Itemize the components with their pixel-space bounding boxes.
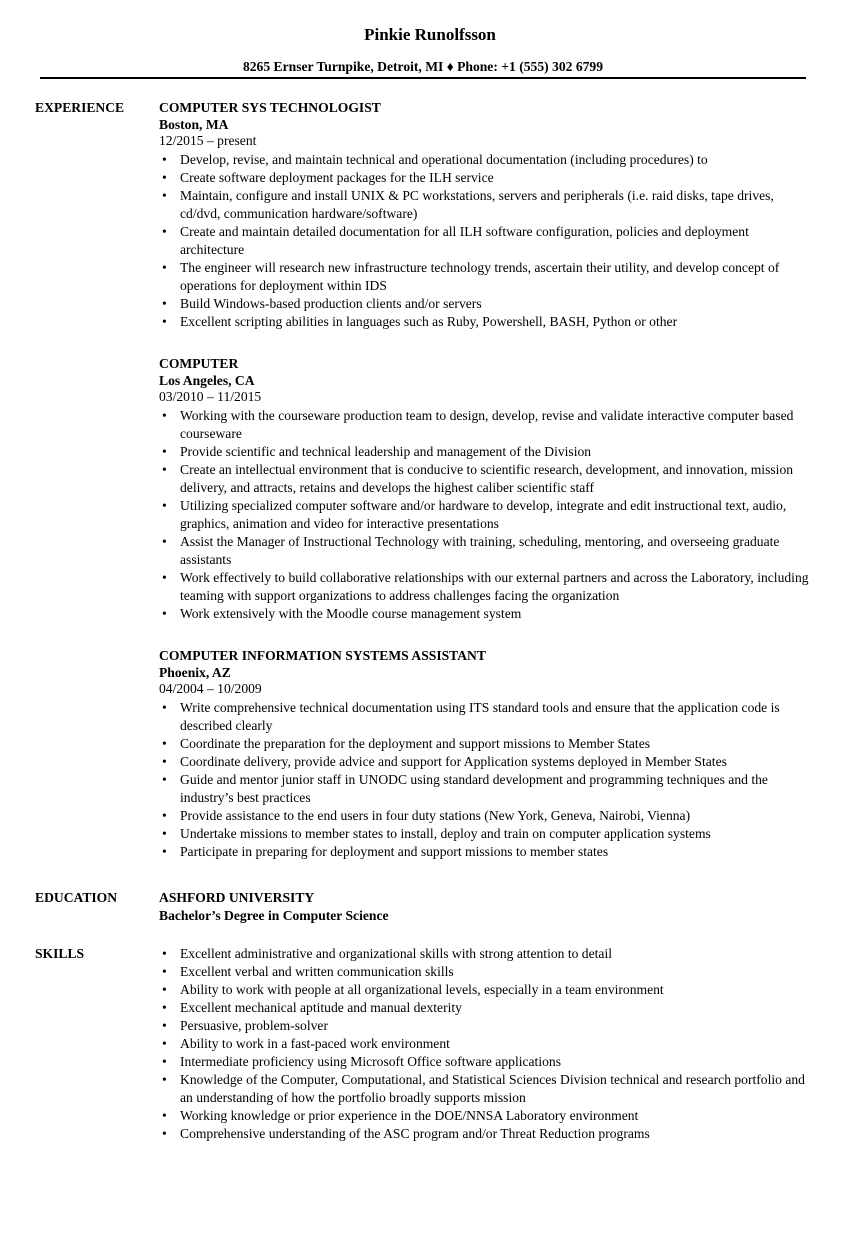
list-item bbox=[159, 843, 809, 861]
bullet-icon: • bbox=[162, 224, 167, 239]
bullet-icon: • bbox=[162, 296, 167, 311]
list-item-text: Intermediate proficiency using Microsoft Office software applications bbox=[180, 1054, 561, 1069]
list-item bbox=[159, 771, 809, 807]
contact-line: 8265 Ernser Turnpike, Detroit, MI ♦ Phone: +1 (555) 302 6799 bbox=[242, 59, 604, 74]
bullet-icon: • bbox=[162, 534, 167, 549]
bullet-icon: • bbox=[162, 1072, 167, 1087]
list-item-text: Excellent scripting abilities in languages such as Ruby, Powershell, BASH, Python or other bbox=[180, 314, 678, 329]
list-item bbox=[159, 699, 809, 735]
bullet-icon: • bbox=[162, 982, 167, 997]
list-item bbox=[159, 259, 809, 295]
job-entry bbox=[159, 99, 809, 331]
school-name: ASHFORD UNIVERSITY bbox=[159, 890, 315, 905]
list-item-text: Working knowledge or prior experience in the DOE/NNSA Laboratory environment bbox=[180, 1108, 639, 1123]
list-item-text: Ability to work with people at all organizational levels, especially in a team environment bbox=[180, 982, 664, 997]
list-item bbox=[159, 945, 809, 963]
list-item bbox=[159, 169, 809, 187]
list-item bbox=[159, 295, 809, 313]
list-item bbox=[159, 1125, 809, 1143]
list-item bbox=[159, 807, 809, 825]
job-duties-list bbox=[159, 699, 809, 861]
list-item-text: Build Windows-based production clients and/or servers bbox=[180, 296, 482, 311]
bullet-icon: • bbox=[162, 152, 167, 167]
list-item-text: Coordinate the preparation for the deployment and support missions to Member States bbox=[180, 736, 651, 751]
list-item bbox=[159, 1017, 809, 1035]
list-item-text: Guide and mentor junior staff in UNODC using standard development and programming techniques and the industry’s best practices bbox=[180, 772, 768, 805]
education-heading: EDUCATION bbox=[35, 890, 118, 905]
bullet-icon: • bbox=[162, 444, 167, 459]
bullet-icon: • bbox=[162, 754, 167, 769]
job-duties-list bbox=[159, 151, 809, 331]
list-item-text: Provide assistance to the end users in four duty stations (New York, Geneva, Nairobi, Vienna) bbox=[180, 808, 691, 823]
list-item bbox=[159, 1035, 809, 1053]
list-item bbox=[159, 187, 809, 223]
list-item-text: The engineer will research new infrastructure technology trends, ascertain their utility, and develop concept of operations for deployment within IDS bbox=[180, 260, 780, 293]
list-item-text: Maintain, configure and install UNIX & PC workstations, servers and peripherals (i.e. raid disks, tape drives, cd/dvd, communication hardware/software) bbox=[180, 188, 774, 221]
job-location: Boston, MA bbox=[159, 117, 229, 132]
skills-heading: SKILLS bbox=[35, 946, 85, 961]
bullet-icon: • bbox=[162, 606, 167, 621]
bullet-icon: • bbox=[162, 1126, 167, 1141]
bullet-icon: • bbox=[162, 964, 167, 979]
list-item-text: Create software deployment packages for the ILH service bbox=[180, 170, 494, 185]
job-dates: 12/2015 – present bbox=[159, 133, 257, 148]
skills-body bbox=[159, 945, 809, 1143]
bullet-icon: • bbox=[162, 1000, 167, 1015]
bullet-icon: • bbox=[162, 826, 167, 841]
bullet-icon: • bbox=[162, 1036, 167, 1051]
bullet-icon: • bbox=[162, 570, 167, 585]
bullet-icon: • bbox=[162, 736, 167, 751]
list-item bbox=[159, 1053, 809, 1071]
list-item-text: Assist the Manager of Instructional Technology with training, scheduling, mentoring, and overseeing graduate assistants bbox=[180, 534, 780, 567]
list-item-text: Work extensively with the Moodle course management system bbox=[180, 606, 522, 621]
job-dates: 04/2004 – 10/2009 bbox=[159, 681, 262, 696]
list-item-text: Provide scientific and technical leadership and management of the Division bbox=[180, 444, 592, 459]
list-item-text: Coordinate delivery, provide advice and support for Application systems deployed in Member States bbox=[180, 754, 727, 769]
header-divider bbox=[40, 77, 806, 79]
bullet-icon: • bbox=[162, 1108, 167, 1123]
job-duties-list bbox=[159, 407, 809, 623]
list-item-text: Develop, revise, and maintain technical and operational documentation (including procedures) to bbox=[180, 152, 708, 167]
list-item bbox=[159, 443, 809, 461]
list-item-text: Create and maintain detailed documentation for all ILH software configuration, policies and deployment architecture bbox=[180, 224, 749, 257]
list-item-text: Utilizing specialized computer software and/or hardware to develop, integrate and edit instructional text, audio, graphics, animation and video for interactive presentations bbox=[180, 498, 787, 531]
list-item-text: Undertake missions to member states to install, deploy and train on computer application systems bbox=[180, 826, 711, 841]
job-title: COMPUTER INFORMATION SYSTEMS ASSISTANT bbox=[159, 648, 486, 663]
bullet-icon: • bbox=[162, 772, 167, 787]
list-item bbox=[159, 605, 809, 623]
candidate-name: Pinkie Runolfsson bbox=[364, 25, 496, 44]
bullet-icon: • bbox=[162, 844, 167, 859]
bullet-icon: • bbox=[162, 462, 167, 477]
bullet-icon: • bbox=[162, 700, 167, 715]
list-item bbox=[159, 533, 809, 569]
job-entry bbox=[159, 355, 809, 623]
list-item bbox=[159, 313, 809, 331]
list-item bbox=[159, 461, 809, 497]
list-item-text: Persuasive, problem-solver bbox=[180, 1018, 328, 1033]
degree: Bachelor’s Degree in Computer Science bbox=[159, 908, 389, 923]
list-item-text: Excellent mechanical aptitude and manual dexterity bbox=[180, 1000, 462, 1015]
education-body bbox=[159, 889, 809, 925]
bullet-icon: • bbox=[162, 188, 167, 203]
skills-list bbox=[159, 945, 809, 1143]
list-item-text: Comprehensive understanding of the ASC program and/or Threat Reduction programs bbox=[180, 1126, 650, 1141]
list-item bbox=[159, 753, 809, 771]
bullet-icon: • bbox=[162, 260, 167, 275]
list-item bbox=[159, 963, 809, 981]
list-item bbox=[159, 569, 809, 605]
list-item bbox=[159, 1071, 809, 1107]
experience-body bbox=[159, 99, 809, 885]
job-title: COMPUTER bbox=[159, 356, 239, 371]
list-item-text: Excellent administrative and organizational skills with strong attention to detail bbox=[180, 946, 613, 961]
list-item-text: Create an intellectual environment that is conducive to scientific research, development, and innovation, mission delivery, and attracts, retains and develops the highest caliber scientific staff bbox=[180, 462, 794, 495]
list-item-text: Ability to work in a fast-paced work environment bbox=[180, 1036, 450, 1051]
list-item bbox=[159, 407, 809, 443]
bullet-icon: • bbox=[162, 808, 167, 823]
job-entry bbox=[159, 647, 809, 861]
job-location: Phoenix, AZ bbox=[159, 665, 231, 680]
bullet-icon: • bbox=[162, 1054, 167, 1069]
list-item-text: Write comprehensive technical documentation using ITS standard tools and ensure that the application code is described clearly bbox=[180, 700, 780, 733]
job-title: COMPUTER SYS TECHNOLOGIST bbox=[159, 100, 381, 115]
list-item-text: Participate in preparing for deployment and support missions to member states bbox=[180, 844, 609, 859]
list-item bbox=[159, 497, 809, 533]
list-item-text: Work effectively to build collaborative relationships with our external partners and across the Laboratory, including teaming with support organizations to address challenges facing the organization bbox=[180, 570, 809, 603]
list-item bbox=[159, 151, 809, 169]
experience-heading: EXPERIENCE bbox=[35, 100, 125, 115]
list-item bbox=[159, 223, 809, 259]
list-item-text: Knowledge of the Computer, Computational, and Statistical Sciences Division technical and research portfolio and an understanding of how the portfolio broadly supports mission bbox=[180, 1072, 805, 1105]
bullet-icon: • bbox=[162, 1018, 167, 1033]
job-location: Los Angeles, CA bbox=[159, 373, 255, 388]
list-item bbox=[159, 1107, 809, 1125]
list-item bbox=[159, 825, 809, 843]
bullet-icon: • bbox=[162, 498, 167, 513]
bullet-icon: • bbox=[162, 314, 167, 329]
list-item-text: Working with the courseware production team to design, develop, revise and validate interactive computer based courseware bbox=[180, 408, 794, 441]
bullet-icon: • bbox=[162, 408, 167, 423]
list-item bbox=[159, 981, 809, 999]
job-dates: 03/2010 – 11/2015 bbox=[159, 389, 262, 404]
bullet-icon: • bbox=[162, 170, 167, 185]
bullet-icon: • bbox=[162, 946, 167, 961]
list-item bbox=[159, 735, 809, 753]
list-item bbox=[159, 999, 809, 1017]
list-item-text: Excellent verbal and written communication skills bbox=[180, 964, 454, 979]
